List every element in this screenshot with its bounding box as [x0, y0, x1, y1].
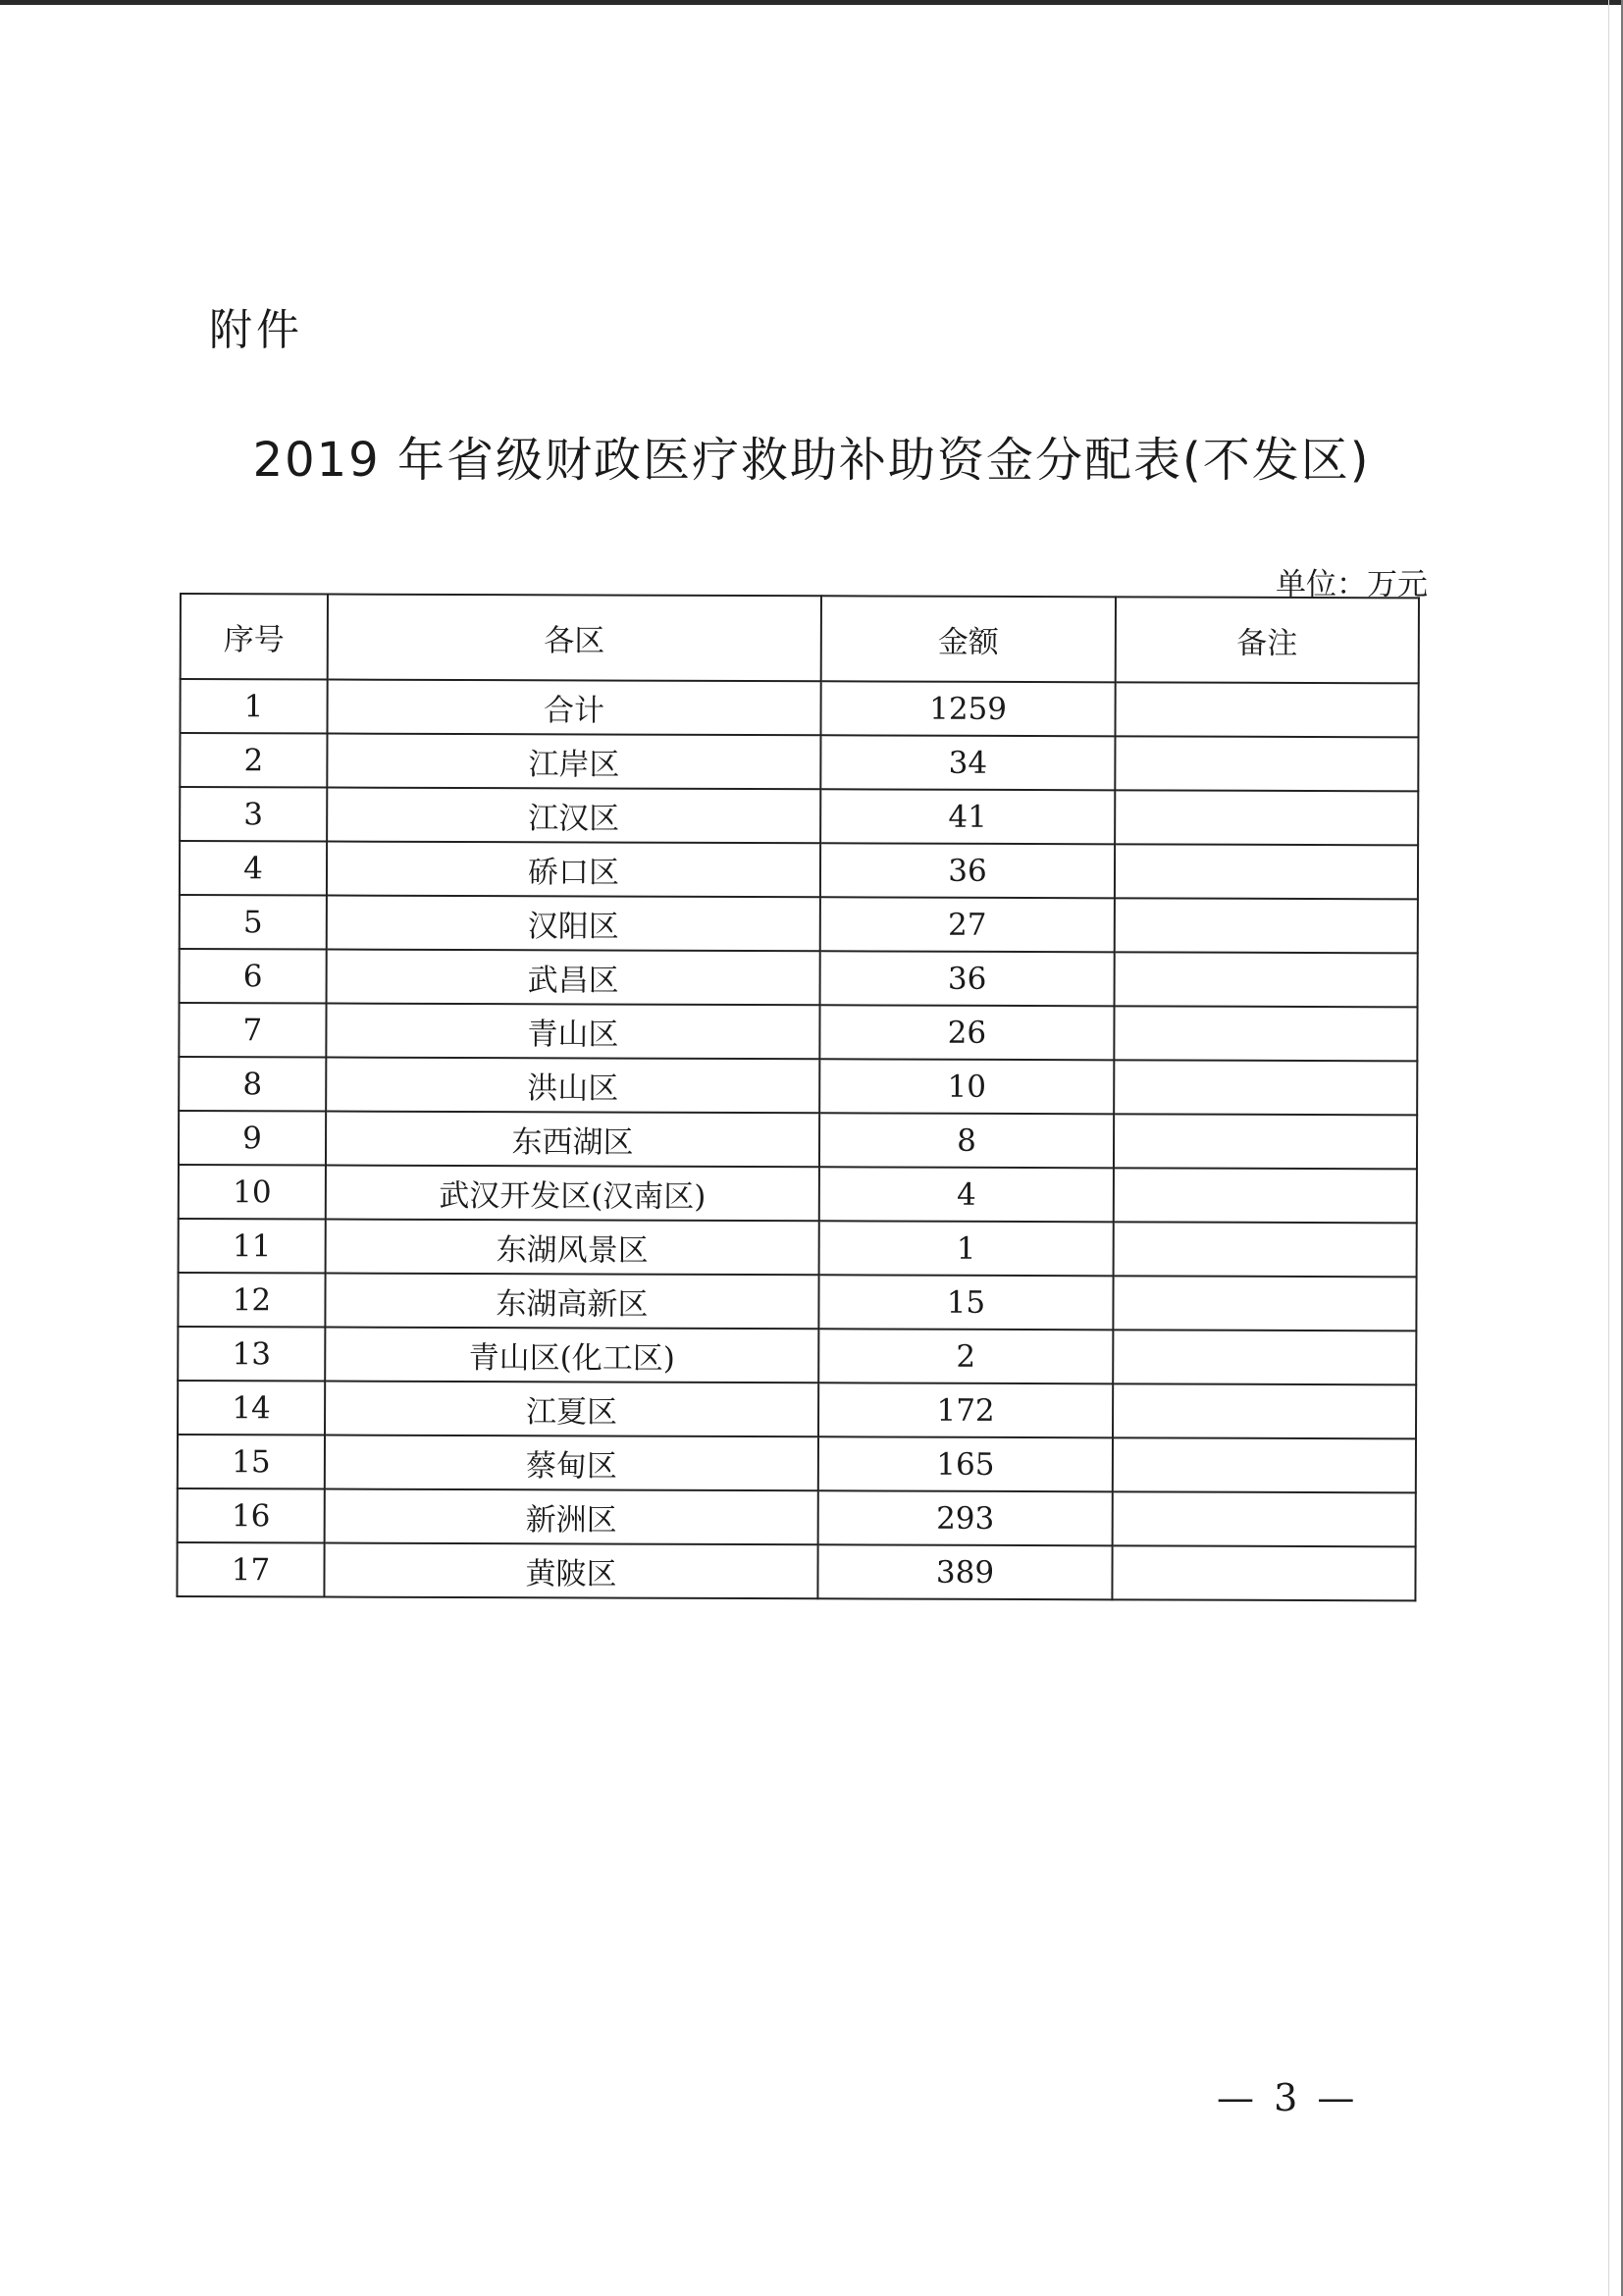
cell-amount: 293	[818, 1490, 1113, 1545]
header-row	[181, 594, 1419, 683]
cell-amount: 36	[820, 951, 1115, 1006]
cell-district: 汉阳区	[327, 896, 820, 952]
cell-district: 东西湖区	[326, 1112, 819, 1168]
cell-note	[1113, 1383, 1416, 1438]
cell-no: 14	[178, 1381, 325, 1435]
cell-district: 武昌区	[327, 950, 820, 1006]
cell-district: 武汉开发区(汉南区)	[326, 1166, 819, 1222]
table-row	[180, 895, 1418, 953]
cell-note	[1113, 1491, 1416, 1546]
cell-amount: 1259	[820, 681, 1115, 736]
table-row	[179, 1003, 1417, 1061]
cell-no: 5	[180, 895, 327, 950]
cell-amount: 172	[818, 1383, 1113, 1437]
document-title: 2019 年省级财政医疗救助补助资金分配表(不发区)	[252, 433, 1371, 488]
cell-note	[1114, 1006, 1417, 1061]
cell-district: 青山区(化工区)	[325, 1328, 818, 1383]
table-row	[177, 1542, 1415, 1600]
cell-district: 东湖高新区	[325, 1274, 818, 1330]
cell-no: 13	[178, 1327, 325, 1382]
cell-no: 17	[177, 1542, 324, 1597]
table-row	[179, 1165, 1417, 1223]
scan-edge-top	[0, 0, 1623, 5]
attachment-label: 附件	[209, 305, 303, 355]
cell-district: 江汉区	[327, 788, 820, 844]
cell-district: 江岸区	[327, 734, 820, 790]
header-amount: 金额	[821, 596, 1116, 682]
cell-no: 1	[181, 679, 328, 734]
cell-amount: 36	[820, 843, 1115, 898]
cell-district: 东湖风景区	[326, 1220, 819, 1276]
cell-district: 硚口区	[327, 842, 820, 898]
table-row	[178, 1273, 1416, 1331]
table-row	[180, 733, 1418, 791]
cell-note	[1113, 1437, 1416, 1492]
cell-no: 12	[178, 1273, 325, 1328]
cell-no: 8	[179, 1057, 326, 1112]
cell-note	[1114, 1168, 1417, 1223]
cell-note	[1115, 736, 1418, 791]
cell-note	[1113, 1330, 1416, 1384]
cell-no: 15	[178, 1435, 325, 1489]
table-row	[179, 1057, 1417, 1115]
cell-amount: 389	[817, 1544, 1112, 1599]
cell-amount: 41	[820, 789, 1115, 844]
table-row	[179, 1111, 1417, 1169]
table-row	[181, 679, 1419, 737]
cell-district: 黄陂区	[324, 1543, 817, 1599]
cell-no: 4	[180, 841, 327, 896]
cell-no: 6	[180, 949, 327, 1004]
cell-district: 新洲区	[325, 1489, 818, 1545]
cell-no: 7	[179, 1003, 326, 1058]
cell-note	[1115, 790, 1418, 845]
cell-amount: 27	[820, 897, 1115, 952]
cell-no: 2	[180, 733, 327, 788]
cell-district: 江夏区	[325, 1382, 818, 1437]
cell-note	[1114, 1060, 1417, 1115]
cell-district: 青山区	[326, 1004, 819, 1060]
cell-amount: 2	[818, 1329, 1113, 1383]
cell-no: 3	[180, 787, 327, 842]
table-body	[177, 679, 1418, 1600]
unit-label: 单位：万元	[1276, 567, 1428, 602]
cell-amount: 34	[820, 735, 1115, 790]
table-row	[180, 841, 1418, 899]
cell-note	[1115, 952, 1418, 1007]
header-district: 各区	[328, 595, 821, 682]
table-header	[181, 594, 1419, 683]
cell-note	[1115, 844, 1418, 899]
cell-district: 合计	[327, 680, 820, 736]
scan-edge-right-inner	[1608, 0, 1609, 2296]
cell-amount: 15	[818, 1275, 1113, 1330]
cell-amount: 26	[819, 1005, 1114, 1060]
cell-note	[1112, 1545, 1415, 1600]
cell-note	[1113, 1276, 1416, 1331]
cell-district: 蔡甸区	[325, 1435, 818, 1491]
cell-note	[1114, 1222, 1417, 1277]
cell-district: 洪山区	[326, 1058, 819, 1114]
table-row	[179, 1219, 1417, 1277]
table-row	[178, 1327, 1416, 1384]
table-row	[178, 1381, 1416, 1438]
cell-amount: 10	[819, 1059, 1114, 1114]
cell-note	[1115, 682, 1418, 737]
cell-amount: 4	[819, 1167, 1114, 1222]
table-row	[178, 1435, 1416, 1492]
header-no: 序号	[181, 594, 328, 680]
table-row	[178, 1488, 1416, 1546]
cell-no: 9	[179, 1111, 326, 1166]
table-row	[180, 787, 1418, 845]
cell-amount: 165	[818, 1436, 1113, 1491]
allocation-table	[176, 593, 1420, 1601]
cell-amount: 1	[819, 1221, 1114, 1276]
cell-note	[1114, 1114, 1417, 1169]
cell-note	[1115, 898, 1418, 953]
cell-no: 16	[178, 1488, 325, 1543]
header-note: 备注	[1116, 597, 1419, 683]
cell-no: 11	[179, 1219, 326, 1274]
cell-no: 10	[179, 1165, 326, 1220]
page-number: — 3 —	[1217, 2076, 1359, 2119]
table-row	[180, 949, 1418, 1007]
cell-amount: 8	[819, 1113, 1114, 1168]
